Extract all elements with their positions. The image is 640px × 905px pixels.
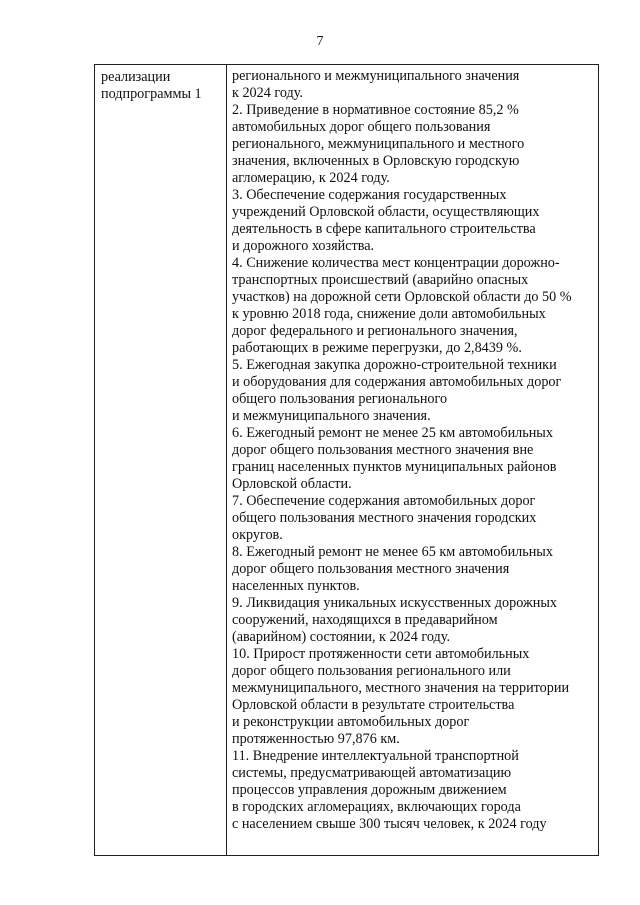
right-cell-line: межмуниципального, местного значения на территории	[232, 680, 570, 696]
right-cell-line: значения, включенных в Орловскую городскую	[232, 153, 520, 169]
right-cell-line: 8. Ежегодный ремонт не менее 65 км автомобильных	[232, 544, 553, 560]
right-cell-line: учреждений Орловской области, осуществляющих	[232, 204, 540, 220]
right-cell-line: дорог федерального и регионального значения,	[232, 323, 518, 339]
right-cell-line: дорог общего пользования местного значения	[232, 561, 510, 577]
page-number: 7	[316, 34, 324, 49]
right-cell-line: 3. Обеспечение содержания государственных	[232, 187, 507, 203]
left-cell-line: подпрограммы 1	[101, 86, 202, 102]
right-cell-line: к 2024 году.	[232, 85, 303, 101]
right-cell-line: Орловской области.	[232, 476, 352, 492]
table-right-cell	[227, 65, 598, 855]
right-cell-line: участков) на дорожной сети Орловской области до 50 %	[232, 289, 572, 305]
right-cell-line: дорог общего пользования местного значения вне	[232, 442, 534, 458]
right-cell-line: транспортных происшествий (аварийно опасных	[232, 272, 529, 288]
right-cell-line: протяженностью 97,876 км.	[232, 731, 400, 747]
right-cell-line: автомобильных дорог общего пользования	[232, 119, 491, 135]
right-cell-line: дорог общего пользования регионального или	[232, 663, 511, 679]
left-cell-line: реализации	[101, 69, 171, 85]
right-cell-line: и дорожного хозяйства.	[232, 238, 375, 254]
right-cell-line: 2. Приведение в нормативное состояние 85,2 %	[232, 102, 519, 118]
right-cell-line: регионального, межмуниципального и местного	[232, 136, 525, 152]
right-cell-line: (аварийном) состоянии, к 2024 году.	[232, 629, 450, 645]
right-cell-line: с населением свыше 300 тысяч человек, к 2024 году	[232, 816, 547, 832]
right-cell-line: 4. Снижение количества мест концентрации дорожно-	[232, 255, 560, 271]
right-cell-line: Орловской области в результате строительства	[232, 697, 515, 713]
right-cell-line: системы, предусматривающей автоматизацию	[232, 765, 512, 781]
program-table	[94, 64, 599, 856]
right-cell-line: 11. Внедрение интеллектуальной транспортной	[232, 748, 519, 764]
right-cell-line: в городских агломерациях, включающих города	[232, 799, 521, 815]
right-cell-line: процессов управления дорожным движением	[232, 782, 507, 798]
right-cell-line: и оборудования для содержания автомобильных дорог	[232, 374, 562, 390]
right-cell-line: 7. Обеспечение содержания автомобильных дорог	[232, 493, 536, 509]
right-cell-line: общего пользования местного значения городских	[232, 510, 537, 526]
right-cell-line: и реконструкции автомобильных дорог	[232, 714, 470, 730]
right-cell-line: 5. Ежегодная закупка дорожно-строительной техники	[232, 357, 557, 373]
right-cell-line: деятельность в сфере капитального строительства	[232, 221, 536, 237]
right-cell-line: и межмуниципального значения.	[232, 408, 431, 424]
right-cell-line: регионального и межмуниципального значения	[232, 68, 520, 84]
right-cell-line: к уровню 2018 года, снижение доли автомобильных	[232, 306, 546, 322]
right-cell-line: населенных пунктов.	[232, 578, 360, 594]
right-cell-line: агломерацию, к 2024 году.	[232, 170, 390, 186]
right-cell-line: общего пользования регионального	[232, 391, 448, 407]
right-cell-line: 9. Ликвидация уникальных искусственных дорожных	[232, 595, 557, 611]
right-cell-line: сооружений, находящихся в предаварийном	[232, 612, 498, 628]
table-left-cell	[95, 65, 227, 855]
right-cell-line: границ населенных пунктов муниципальных районов	[232, 459, 557, 475]
right-cell-line: округов.	[232, 527, 283, 543]
right-cell-line: работающих в режиме перегрузки, до 2,8439 %.	[232, 340, 522, 356]
right-cell-line: 6. Ежегодный ремонт не менее 25 км автомобильных	[232, 425, 553, 441]
right-cell-line: 10. Прирост протяженности сети автомобильных	[232, 646, 530, 662]
